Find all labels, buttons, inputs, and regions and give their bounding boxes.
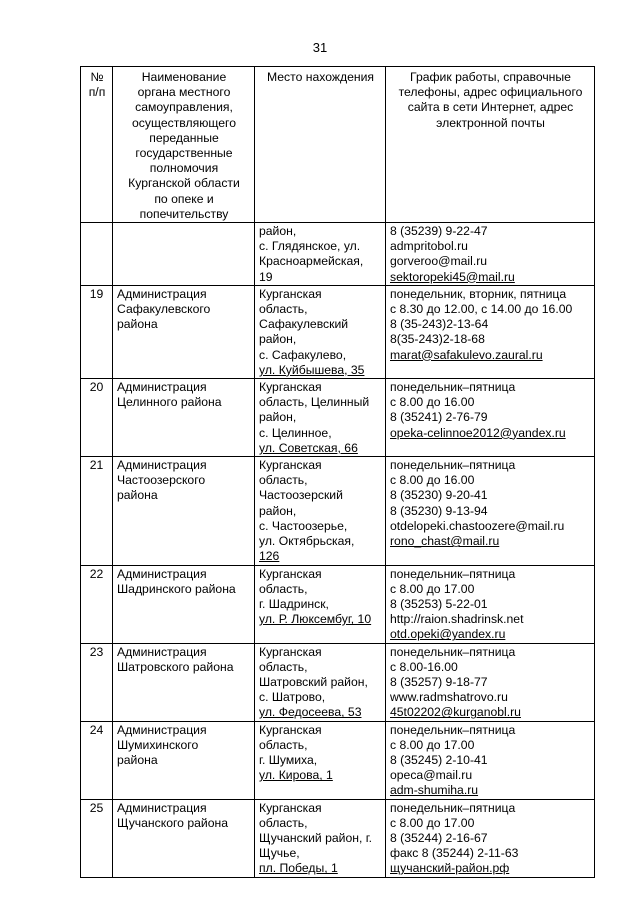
cell-line: с. Частоозерье, [259, 518, 348, 533]
cell-line: 8(35-243)2-18-68 [390, 332, 485, 347]
cell-line: Курганская [259, 644, 322, 659]
cell-line: район, [259, 410, 297, 425]
cell-line: Красноармейская, [259, 254, 364, 269]
cell-line: область, Целинный [259, 395, 370, 410]
cell-line: sektoropeki45@mail.ru [390, 269, 515, 284]
cell-line: факс 8 (35244) 2-11-63 [390, 846, 519, 861]
cell-line: Частоозерский [259, 488, 343, 503]
authority-contacts [386, 643, 595, 721]
cell-line: Место нахождения [266, 70, 375, 84]
authority-location [255, 721, 386, 799]
cell-line: Щучанский район, г. [259, 830, 373, 845]
table-row [81, 799, 595, 877]
authority-contacts [386, 379, 595, 457]
authority-name [113, 379, 255, 457]
cell-line: область, [259, 473, 308, 488]
cell-line: г. Шумиха, [259, 752, 318, 767]
cell-line: область, [259, 659, 308, 674]
authority-name [113, 721, 255, 799]
cell-line: opeka-celinnoe2012@yandex.ru [390, 425, 566, 440]
table-row [81, 721, 595, 799]
cell-line: Целинного района [117, 395, 222, 410]
table-row [81, 379, 595, 457]
cell-line: по опеке и [154, 191, 214, 206]
authority-location [255, 643, 386, 721]
cell-line: Администрация [117, 722, 207, 737]
cell-line: осуществляющего [132, 115, 236, 130]
cell-line: Курганская [259, 722, 322, 737]
cell-line: Сафакулевского [117, 302, 211, 317]
table-row [81, 285, 595, 378]
table-row [81, 643, 595, 721]
cell-line: Курганская [259, 286, 322, 301]
cell-line: района [117, 488, 158, 503]
authority-name [113, 643, 255, 721]
cell-line: с 8.00 до 17.00 [390, 737, 475, 752]
cell-line: с 8.00 до 16.00 [390, 395, 475, 410]
cell-line: ул. Советская, 66 [259, 440, 358, 455]
cell-line: ул. Р. Люксембуг, 10 [259, 612, 372, 627]
cell-line: Курганская [259, 566, 322, 581]
header-schedule [386, 67, 595, 223]
cell-line: область, [259, 737, 308, 752]
row-number: 21 [81, 457, 113, 565]
authority-contacts [386, 799, 595, 877]
cell-line: http://raion.shadrinsk.net [390, 612, 524, 627]
cell-line: понедельник–пятница [390, 722, 516, 737]
cell-line: полномочия [149, 161, 219, 176]
cell-line: область, [259, 581, 308, 596]
cell-line: г. Шадринск, [259, 596, 329, 611]
cell-line: с 8.00 до 17.00 [390, 581, 475, 596]
authority-location [255, 379, 386, 457]
cell-line: Частоозерского [117, 473, 206, 488]
cell-line: пл. Победы, 1 [259, 861, 338, 876]
cell-line: 8 (35257) 9-18-77 [390, 674, 488, 689]
cell-line: 8 (35241) 2-76-79 [390, 410, 488, 425]
cell-line: otdelopeki.chastoozere@mail.ru [390, 518, 565, 533]
cell-line: самоуправления, [135, 100, 233, 115]
cell-line: ул. Куйбышева, 35 [259, 362, 365, 377]
authority-name [113, 457, 255, 565]
cell-line: Сафакулевский [259, 317, 349, 332]
cell-line: № [90, 70, 104, 84]
authority-name [113, 223, 255, 286]
authority-location [255, 799, 386, 877]
header-name [113, 67, 255, 223]
authority-location [255, 565, 386, 643]
table-row [81, 565, 595, 643]
authority-location [255, 223, 386, 286]
cell-line: www.radmshatrovo.ru [390, 690, 508, 705]
authority-contacts [386, 285, 595, 378]
cell-line: Администрация [117, 800, 207, 815]
cell-line: 8 (35230) 9-13-94 [390, 503, 488, 518]
row-number: 25 [81, 799, 113, 877]
cell-line: сайта в сети Интернет, адрес [407, 100, 574, 115]
row-number: 24 [81, 721, 113, 799]
cell-line: Щучье, [259, 846, 300, 861]
row-number: 22 [81, 565, 113, 643]
cell-line: район, [259, 332, 297, 347]
authority-contacts [386, 565, 595, 643]
cell-line: с 8.30 до 12.00, с 14.00 до 16.00 [390, 302, 573, 317]
cell-line: Наименование [141, 70, 227, 84]
cell-line: Шумихинского [117, 737, 199, 752]
cell-line: понедельник–пятница [390, 644, 516, 659]
cell-line: opeca@mail.ru [390, 768, 473, 783]
authority-name [113, 565, 255, 643]
cell-line: с. Шатрово, [259, 690, 326, 705]
cell-line: Администрация [117, 566, 207, 581]
cell-line: Шатровского района [117, 659, 234, 674]
cell-line: района [117, 752, 158, 767]
cell-line: ул. Федосеева, 53 [259, 705, 362, 720]
cell-line: с. Сафакулево, [259, 347, 347, 362]
cell-line: Шадринского района [117, 581, 236, 596]
cell-line: adm-shumiha.ru [390, 783, 479, 798]
cell-line: органа местного [137, 85, 231, 100]
cell-line: Администрация [117, 286, 207, 301]
cell-line: с 8.00 до 17.00 [390, 815, 475, 830]
table-row [81, 457, 595, 565]
administrations-table [80, 66, 595, 878]
cell-line: район, [259, 503, 297, 518]
cell-line: района [117, 317, 158, 332]
cell-line: электронной почты [436, 115, 545, 130]
cell-line: п/п [88, 85, 106, 100]
cell-line: Администрация [117, 380, 207, 395]
cell-line: Администрация [117, 644, 207, 659]
cell-line: Щучанского района [117, 815, 228, 830]
cell-line: 45t02202@kurganobl.ru [390, 705, 521, 720]
page-number: 31 [312, 40, 328, 55]
cell-line: с. Целинное, [259, 425, 332, 440]
cell-line: Курганской области [128, 176, 240, 191]
cell-line: График работы, справочные [410, 70, 571, 84]
cell-line: 19 [259, 269, 273, 284]
cell-line: Шатровский район, [259, 674, 368, 689]
cell-line: Администрация [117, 458, 207, 473]
cell-line: область, [259, 302, 308, 317]
cell-line: с 8.00-16.00 [390, 659, 458, 674]
cell-line: Курганская [259, 380, 322, 395]
cell-line: 8 (35230) 9-20-41 [390, 488, 488, 503]
authority-location [255, 285, 386, 378]
cell-line: понедельник–пятница [390, 800, 516, 815]
cell-line: Курганская [259, 458, 322, 473]
cell-line: попечительству [139, 206, 229, 221]
cell-line: marat@safakulevo.zaural.ru [390, 347, 543, 362]
authority-location [255, 457, 386, 565]
cell-line: 8 (35245) 2-10-41 [390, 752, 488, 767]
authority-contacts [386, 457, 595, 565]
row-number: 20 [81, 379, 113, 457]
row-number: 23 [81, 643, 113, 721]
cell-line: Курганская [259, 800, 322, 815]
cell-line: щучанский-район.рф [390, 861, 510, 876]
authority-contacts [386, 223, 595, 286]
cell-line: 8 (35-243)2-13-64 [390, 317, 489, 332]
row-number [81, 223, 113, 286]
cell-line: с 8.00 до 16.00 [390, 473, 475, 488]
table-body [81, 223, 595, 878]
table-row [81, 223, 595, 286]
row-number: 19 [81, 285, 113, 378]
cell-line: район, [259, 224, 297, 239]
cell-line: 8 (35253) 5-22-01 [390, 596, 488, 611]
cell-line: государственные [135, 146, 233, 161]
cell-line: область, [259, 815, 308, 830]
cell-line: rono_chast@mail.ru [390, 534, 500, 549]
cell-line: переданные [149, 130, 219, 145]
cell-line: понедельник–пятница [390, 380, 516, 395]
header-num [81, 67, 113, 223]
cell-line: телефоны, адрес официального [398, 85, 583, 100]
cell-line: с. Глядянское, ул. [259, 239, 361, 254]
cell-line: понедельник–пятница [390, 458, 516, 473]
cell-line: admpritobol.ru [390, 239, 468, 254]
cell-line: понедельник–пятница [390, 566, 516, 581]
authority-contacts [386, 721, 595, 799]
cell-line: понедельник, вторник, пятница [390, 286, 567, 301]
cell-line: otd.opeki@yandex.ru [390, 627, 506, 642]
header-place [255, 67, 386, 223]
cell-line: ул. Октябрьская, [259, 534, 355, 549]
cell-line: gorveroo@mail.ru [390, 254, 488, 269]
cell-line: ул. Кирова, 1 [259, 768, 333, 783]
cell-line: 126 [259, 549, 280, 564]
authority-name [113, 799, 255, 877]
authority-name [113, 285, 255, 378]
table-header-row [81, 67, 595, 223]
cell-line: 8 (35239) 9-22-47 [390, 224, 488, 239]
cell-line: 8 (35244) 2-16-67 [390, 830, 488, 845]
